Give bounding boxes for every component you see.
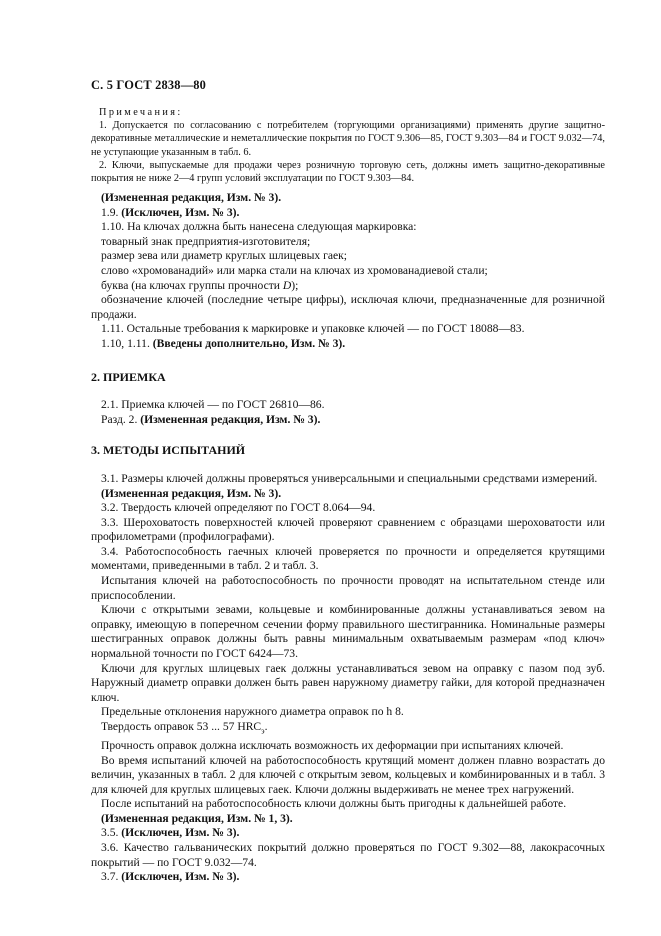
clause-status: (Введены дополнительно, Изм. № 3). bbox=[152, 336, 346, 350]
clause-status: (Измененная редакция, Изм. № 3). bbox=[140, 412, 321, 426]
note-1: 1. Допускается по согласованию с потребителем (торгующими организациями) применять другие защитно-декоративные металлические и неметаллические покрытия по ГОСТ 9.306—85, ГОСТ 9.303—84 и ГОСТ 9.032—74, не уступающие указанным в табл. 6. bbox=[91, 120, 605, 158]
marking-item bbox=[91, 279, 605, 294]
clause-3-4: 3.4. Работоспособность гаечных ключей проверяется по прочности и определяется крутящими моментами, приведенными в табл. 2 и табл. 3. bbox=[91, 544, 605, 573]
section-title-acceptance: 2. ПРИЕМКА bbox=[91, 369, 166, 384]
clause-3-4-paragraph: Ключи с открытыми зевами, кольцевые и комбинированные должны устанавливаться зевом на оправку, имеющую в поперечном сечении форму правильного шестигранника. Номинальные размеры шестигранных оправок должны быть равны минимальным охватываемым размерам «под ключ» нормальной точности по ГОСТ 6424—73. bbox=[91, 603, 605, 661]
clause-1-11: 1.11. Остальные требования к маркировке и упаковке ключей — по ГОСТ 18088—83. bbox=[101, 322, 525, 336]
clause-3-4-paragraph bbox=[91, 720, 605, 739]
clause-3-6: 3.6. Качество гальванических покрытий должно проверяться по ГОСТ 9.302—88, лакокрасочных покрытий — по ГОСТ 9.032—74. bbox=[91, 841, 605, 869]
clause-3-7 bbox=[91, 870, 605, 885]
clause-3-2: 3.2. Твердость ключей определяют по ГОСТ 8.064—94. bbox=[101, 501, 376, 515]
clause-3-4-paragraph: После испытаний на работоспособность ключи должны быть пригодны к дальнейшей работе. bbox=[101, 797, 567, 811]
clause-number: 1.10, 1.11. bbox=[101, 336, 153, 350]
main-text bbox=[91, 191, 605, 885]
section-title-test-methods: 3. МЕТОДЫ ИСПЫТАНИЙ bbox=[91, 443, 246, 458]
clause-number: 1.9. bbox=[101, 205, 122, 219]
strength-group-letter: D bbox=[282, 278, 292, 292]
marking-text: ); bbox=[291, 278, 299, 292]
marking-item: размер зева или диаметр круглых шлицевых гаек; bbox=[101, 249, 347, 263]
clause-3-4-paragraph: Ключи для круглых шлицевых гаек должны устанавливаться зевом на оправку с пазом под зуб. Наружный диаметр оправки должен быть равен наружному диаметру гайки, для которой предназначен ключ. bbox=[91, 661, 605, 704]
edit-note: (Измененная редакция, Изм. № 1, 3). bbox=[101, 811, 293, 825]
clause-3-4-paragraph: Испытания ключей на работоспособность по прочности проводят на испытательном стенде или приспособлении. bbox=[91, 574, 605, 602]
edit-note: (Измененная редакция, Изм. № 3). bbox=[101, 486, 282, 500]
clause-status: (Исключен, Изм. № 3). bbox=[121, 205, 240, 219]
clause-status: (Исключен, Изм. № 3). bbox=[121, 870, 240, 884]
hardness-text: Твердость оправок 53 ... 57 HRC bbox=[101, 720, 262, 733]
clause-3-1: 3.1. Размеры ключей должны проверяться универсальными и специальными средствами измерений. bbox=[101, 471, 598, 485]
notes-block bbox=[91, 106, 605, 185]
section-2-edit bbox=[91, 413, 605, 428]
clause-1-10: 1.10. На ключах должна быть нанесена следующая маркировка: bbox=[101, 220, 417, 234]
page-header: С. 5 ГОСТ 2838—80 bbox=[91, 78, 207, 92]
clause-number: Разд. 2. bbox=[101, 412, 141, 426]
clause-status: (Исключен, Изм. № 3). bbox=[121, 826, 240, 840]
clause-3-4-paragraph: Прочность оправок должна исключать возможность их деформации при испытаниях ключей. bbox=[101, 738, 564, 752]
clause-number: 3.7. bbox=[101, 870, 122, 884]
clause-3-4-paragraph: Во время испытаний ключей на работоспособность крутящий момент должен плавно возрастать до величин, указанных в табл. 2 для ключей с открытым зевом, кольцевых и комбинированных и в табл. 3 для ключей для круглых шлицевых гаек. Ключи должны выдерживать не менее трех нагружений. bbox=[91, 753, 605, 796]
clause-1-10-1-11 bbox=[91, 337, 605, 352]
marking-text: буква (на ключах группы прочности bbox=[101, 278, 283, 292]
clause-3-4-paragraph: Предельные отклонения наружного диаметра оправок по h 8. bbox=[101, 705, 404, 719]
clause-3-5 bbox=[91, 826, 605, 841]
clause-1-9 bbox=[91, 206, 605, 221]
hardness-text-end: . bbox=[264, 720, 268, 733]
clause-3-3: 3.3. Шероховатость поверхностей ключей проверяют сравнением с образцами шероховатости или профилометрами (профилографами). bbox=[91, 515, 605, 544]
edit-note: (Измененная редакция, Изм. № 3). bbox=[101, 191, 282, 204]
notes-title: Примечания: bbox=[99, 107, 183, 118]
hardness-subscript: э bbox=[261, 726, 265, 736]
clause-number: 3.5. bbox=[101, 826, 122, 840]
clause-2-1: 2.1. Приемка ключей — по ГОСТ 26810—86. bbox=[101, 398, 325, 412]
marking-item: обозначение ключей (последние четыре цифры), исключая ключи, предназначенные для розничной продажи. bbox=[91, 293, 605, 321]
marking-item: слово «хромованадий» или марка стали на ключах из хромованадиевой стали; bbox=[101, 263, 488, 277]
marking-item: товарный знак предприятия-изготовителя; bbox=[101, 234, 311, 248]
note-2: 2. Ключи, выпускаемые для продажи через розничную торговую сеть, должны иметь защитно-декоративные покрытия не ниже 2—4 групп условий эксплуатации по ГОСТ 9.303—84. bbox=[91, 159, 605, 185]
